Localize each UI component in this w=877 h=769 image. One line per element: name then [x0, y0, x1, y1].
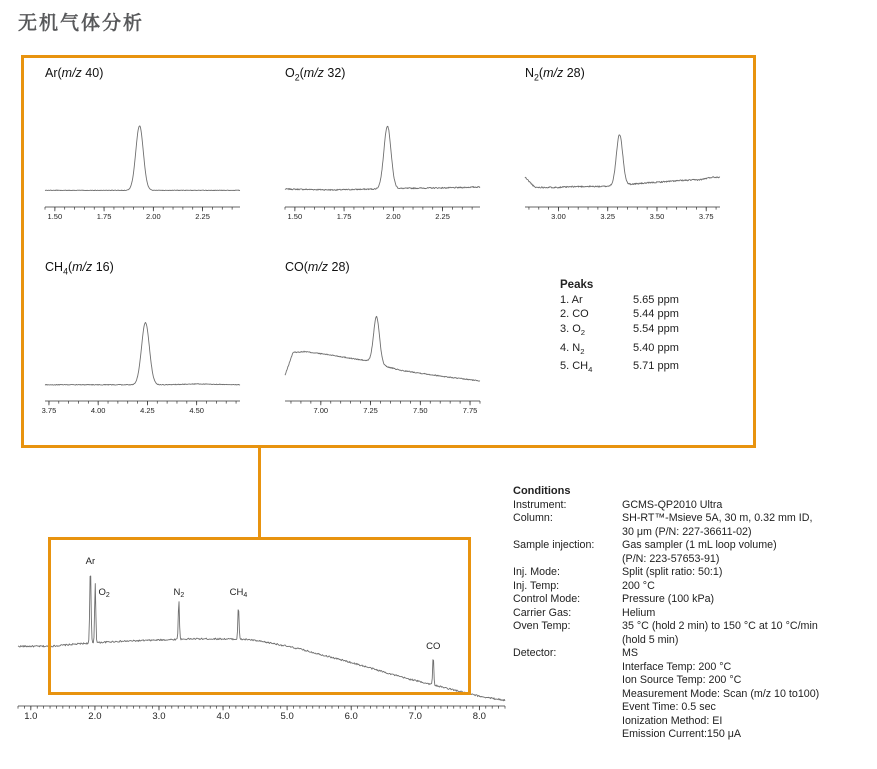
condition-value: Split (split ratio: 50:1)	[622, 566, 723, 578]
panel-title: Ar(m/z 40)	[45, 66, 104, 80]
condition-value: Helium	[622, 606, 656, 619]
peak-label: $O_2$	[98, 587, 110, 599]
condition-value: 35 °C (hold 2 min) to 150 °C at 10 °C/min (hold 5 min)	[622, 620, 818, 646]
panel-title: $CH_4(m/z$ 16)	[45, 260, 114, 277]
chromatogram-trace	[45, 322, 240, 385]
peaks-list	[560, 278, 679, 378]
peak-concentration: 5.40 ppm	[633, 341, 679, 354]
peak-concentration: 5.71 ppm	[633, 360, 679, 373]
condition-row	[513, 566, 877, 580]
condition-row	[513, 647, 877, 742]
panel-title: CO(m/z 28)	[285, 260, 350, 274]
chart-svg-ch4	[41, 298, 240, 418]
peak-name: 5. $CH_4$	[560, 360, 593, 375]
chart-svg-o2	[285, 104, 480, 224]
conditions-header: Conditions	[513, 485, 571, 497]
chromatogram-trace	[45, 126, 240, 191]
axis-tick-label: 8.0	[472, 711, 486, 722]
peaks-row	[560, 341, 679, 360]
peak-concentration: 5.54 ppm	[633, 322, 679, 335]
axis-tick-label: 4.00	[90, 406, 106, 415]
axis-tick-label: 7.00	[313, 406, 329, 415]
peak-label: $CH_4$	[229, 587, 248, 599]
panel-co	[285, 260, 485, 418]
chart-svg-ar	[45, 104, 240, 224]
condition-label: Control Mode:	[513, 593, 581, 605]
panel-chart	[45, 104, 245, 224]
axis-tick-label: 4.25	[140, 406, 155, 415]
condition-label: Column:	[513, 512, 553, 524]
axis-tick-label: 7.0	[408, 711, 422, 722]
panel-ar	[45, 66, 245, 224]
condition-row	[513, 607, 877, 621]
peaks-row	[560, 359, 679, 378]
axis-tick-label: 3.50	[649, 212, 665, 221]
peak-label: Ar	[85, 555, 96, 567]
axis-tick-label: 3.75	[698, 212, 714, 221]
condition-value: Gas sampler (1 mL loop volume) (P/N: 223-57653-91)	[622, 539, 777, 565]
peaks-row	[560, 322, 679, 341]
axis-tick-label: 7.75	[462, 406, 478, 415]
axis-tick-label: 6.0	[344, 711, 358, 722]
axis-tick-label: 1.75	[96, 212, 112, 221]
peak-concentration: 5.44 ppm	[633, 308, 679, 321]
chart-svg-n2	[525, 104, 720, 224]
condition-row	[513, 580, 877, 594]
panel-chart	[285, 104, 485, 224]
condition-label: Detector:	[513, 647, 557, 659]
condition-label: Instrument:	[513, 498, 567, 511]
axis-tick-label: 2.00	[386, 212, 401, 221]
chromatogram-trace	[285, 126, 480, 190]
condition-row	[513, 539, 877, 566]
zoom-connector-line	[258, 448, 261, 537]
condition-label: Oven Temp:	[513, 620, 571, 632]
condition-label: Sample injection:	[513, 539, 595, 551]
axis-tick-label: 1.0	[24, 711, 38, 722]
peak-name: 4. $N_2$	[560, 341, 585, 356]
axis-tick-label: 7.50	[413, 406, 428, 415]
axis-tick-label: 2.00	[146, 212, 161, 221]
condition-value: SH-RT™-Msieve 5A, 30 m, 0.32 mm ID, 30 μm (P/N: 227-36611-02)	[622, 512, 813, 538]
chromatogram-trace	[285, 316, 480, 381]
page-title: 无机气体分析	[18, 13, 145, 34]
peaks-header: Peaks	[560, 279, 594, 291]
axis-tick-label: 2.0	[88, 711, 102, 722]
axis-tick-label: 2.25	[195, 212, 210, 221]
chart-svg-co	[285, 298, 480, 418]
axis-tick-label: 1.50	[287, 212, 303, 221]
axis-tick-label: 3.25	[600, 212, 616, 221]
condition-label: Carrier Gas:	[513, 606, 572, 619]
condition-value: Pressure (100 kPa)	[622, 593, 715, 605]
axis-tick-label: 1.75	[336, 212, 352, 221]
axis-tick-label: 4.0	[216, 711, 230, 722]
condition-row	[513, 620, 877, 647]
axis-tick-label: 4.50	[189, 406, 204, 415]
peaks-rows	[560, 293, 679, 379]
panel-ch4	[41, 260, 245, 418]
panel-o2	[285, 66, 485, 224]
panel-chart	[285, 298, 485, 418]
condition-row	[513, 499, 877, 513]
condition-label: Inj. Temp:	[513, 579, 560, 592]
axis-tick-label: 3.75	[41, 406, 57, 415]
condition-value: 200 °C	[622, 579, 655, 592]
panel-chart	[41, 298, 245, 418]
axis-tick-label: 3.0	[152, 711, 166, 722]
peak-concentration: 5.65 ppm	[633, 293, 679, 306]
condition-row	[513, 593, 877, 607]
conditions-rows	[513, 499, 877, 742]
panel-chart	[525, 104, 725, 224]
peak-label: $N_2$	[173, 587, 185, 599]
peak-name: 2. CO	[560, 308, 589, 321]
peak-name: 3. $O_2$	[560, 322, 586, 337]
condition-value: MS Interface Temp: 200 °C Ion Source Temp: 200 °C Measurement Mode: Scan (m/z 10 to100) Event Time: 0.5 sec Ionization Method: EI Emission Current:150 μA	[622, 647, 820, 740]
panel-title: $O_2(m/z$ 32)	[285, 66, 346, 83]
peaks-row	[560, 307, 679, 322]
condition-value: GCMS-QP2010 Ultra	[622, 498, 723, 511]
axis-tick-label: 5.0	[280, 711, 294, 722]
condition-row	[513, 512, 877, 539]
axis-tick-label: 7.25	[363, 406, 378, 415]
axis-tick-label: 3.00	[551, 212, 566, 221]
axis-tick-label: 1.50	[47, 212, 63, 221]
condition-label: Inj. Mode:	[513, 566, 560, 578]
conditions-block	[513, 485, 877, 742]
tic-zoom-box	[48, 537, 471, 695]
peak-label: CO	[426, 641, 441, 652]
chromatogram-trace	[525, 135, 720, 188]
peaks-row	[560, 293, 679, 308]
peak-name: 1. Ar	[560, 293, 583, 306]
axis-tick-label: 2.25	[435, 212, 450, 221]
panel-title: $N_2(m/z$ 28)	[525, 66, 585, 83]
panel-n2	[525, 66, 725, 224]
